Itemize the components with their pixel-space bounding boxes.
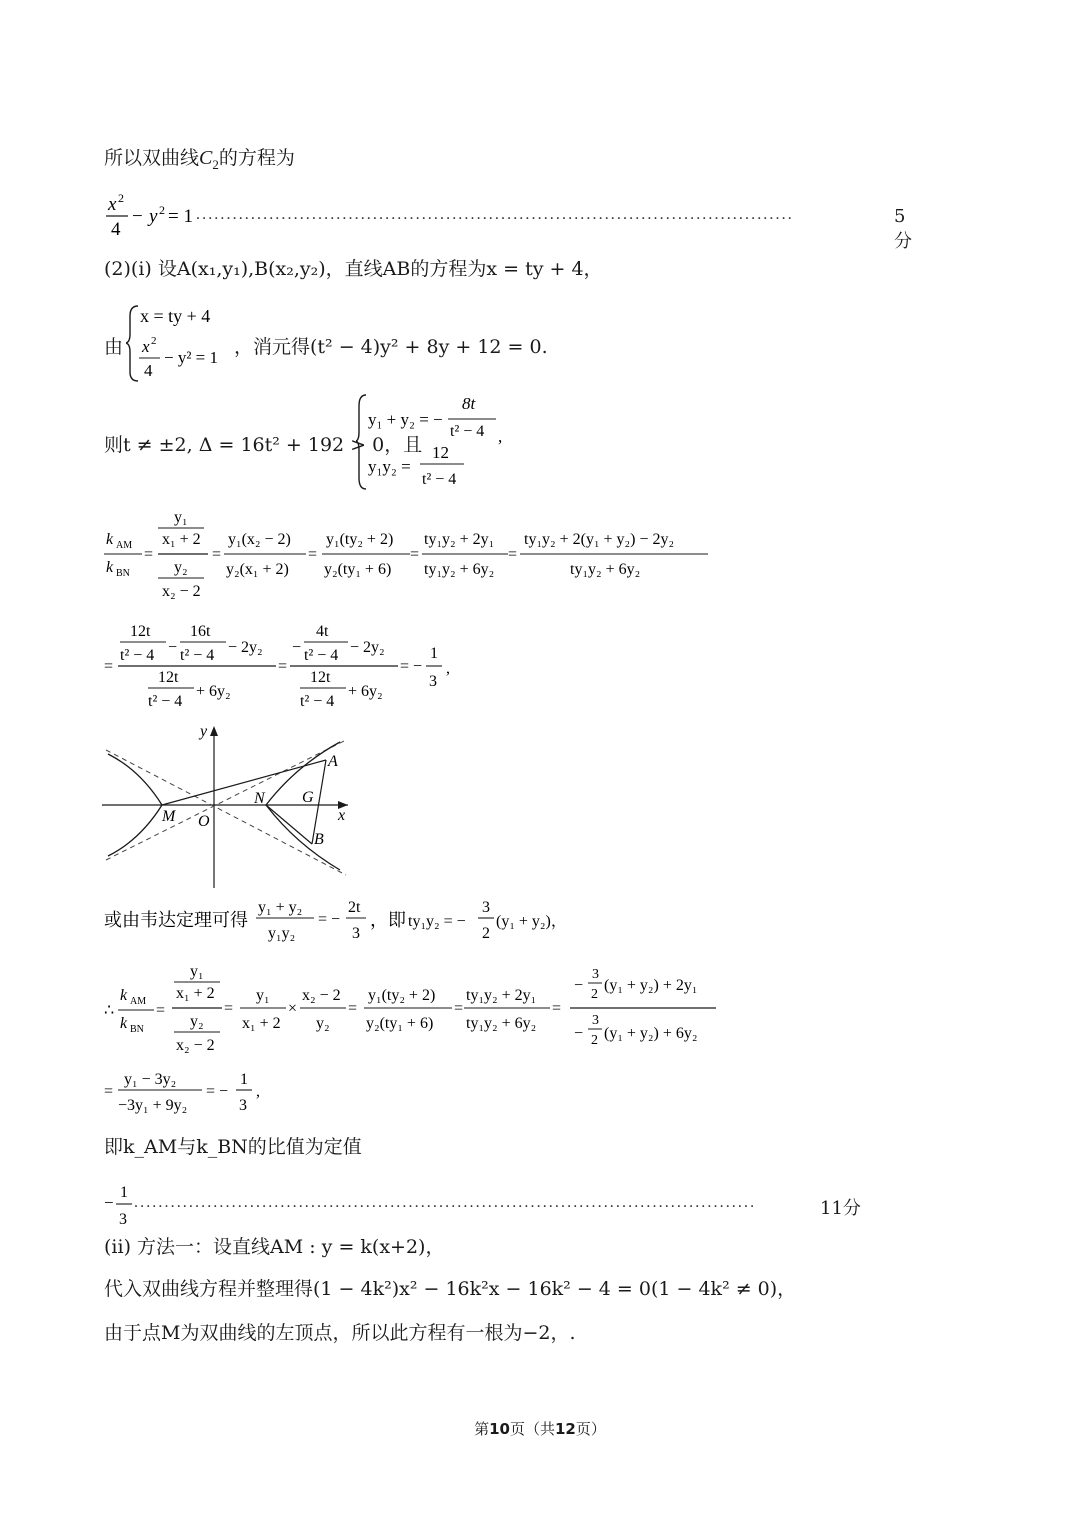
svg-text:(y₁ + y₂) + 6y₂: (y₁ + y₂) + 6y₂ (604, 1025, 698, 1042)
line-vieta-alt (104, 894, 584, 948)
page-total: 12 (555, 1420, 576, 1438)
svg-text:=: = (348, 1000, 358, 1017)
formula-x2-over-4 (104, 192, 204, 242)
svg-text:−: − (574, 1025, 584, 1042)
svg-text:k: k (120, 1015, 128, 1032)
svg-text:∴: ∴ (104, 1002, 115, 1019)
svg-text:3: 3 (352, 925, 360, 942)
svg-text:y₁(ty₂ + 2): y₁(ty₂ + 2) (326, 531, 394, 548)
svg-text:y₂: y₂ (190, 1013, 204, 1030)
line-slope-ratio-2 (104, 616, 524, 716)
vieta-system (356, 392, 516, 492)
svg-text:= 1: = 1 (168, 206, 193, 227)
svg-text:,: , (256, 1083, 260, 1100)
svg-text:2: 2 (591, 1033, 598, 1048)
svg-text:y₁ + y₂ = −: y₁ + y₂ = − (368, 410, 443, 429)
svg-text:+ 6y₂: + 6y₂ (348, 683, 383, 700)
svg-text:=: = (454, 1000, 464, 1017)
svg-text:4: 4 (144, 361, 153, 380)
svg-text:=: = (278, 658, 288, 675)
line-root: 由于点M为双曲线的左顶点，所以此方程有一根为−2，. (104, 1322, 576, 1344)
svg-text:12t: 12t (310, 669, 331, 686)
svg-text:=: = (224, 1000, 234, 1017)
hyperbola-figure (100, 720, 360, 890)
svg-text:2: 2 (159, 203, 165, 217)
score-11: 11分 (820, 1198, 861, 1219)
svg-text:2t: 2t (348, 899, 361, 916)
svg-text:=: = (156, 1002, 166, 1019)
svg-text:= −: = − (318, 911, 341, 928)
svg-text:3: 3 (482, 899, 490, 916)
svg-text:x₁ + 2: x₁ + 2 (176, 985, 215, 1002)
svg-text:y₂(ty₁ + 6): y₂(ty₁ + 6) (324, 561, 392, 578)
svg-text:ty₁y₂ + 2(y₁ + y₂) − 2y₂: ty₁y₂ + 2(y₁ + y₂) − 2y₂ (524, 531, 675, 548)
svg-text:x: x (108, 194, 117, 215)
label-y: y (200, 723, 208, 740)
svg-text:2: 2 (591, 987, 598, 1002)
svg-text:AM: AM (116, 540, 133, 551)
asymptote-1 (106, 750, 346, 875)
svg-text:k: k (106, 559, 114, 576)
line-ratio-result (104, 1064, 304, 1120)
svg-text:y₁: y₁ (256, 987, 270, 1004)
svg-text:3: 3 (592, 967, 599, 982)
svg-text:ty₁y₂ + 6y₂: ty₁y₂ + 6y₂ (466, 1015, 537, 1032)
svg-text:y₁: y₁ (190, 963, 204, 980)
svg-text:− y² = 1: − y² = 1 (164, 348, 219, 367)
svg-text:t² − 4: t² − 4 (300, 693, 335, 710)
svg-text:−: − (132, 206, 143, 227)
page-footer: 第10页（共12页） (474, 1420, 606, 1438)
svg-text:y₂(x₁ + 2): y₂(x₁ + 2) (226, 561, 289, 578)
svg-text:=: = (552, 1000, 562, 1017)
svg-text:t² − 4: t² − 4 (148, 693, 183, 710)
svg-text:t² − 4: t² − 4 (422, 471, 457, 488)
svg-text:16t: 16t (190, 623, 211, 640)
line-system-elimination: 由 x = ty + 4 x 2 4 − y² = 1 ，消元得(t² − 4)y² + 8y + 12 = 0. (104, 302, 664, 384)
svg-text:− 2y₂: − 2y₂ (228, 639, 263, 656)
line-slope-ratio-alt (104, 958, 724, 1058)
svg-text:y₁y₂: y₁y₂ (268, 925, 296, 942)
line-BN (266, 805, 312, 844)
svg-text:12t: 12t (130, 623, 151, 640)
score-5: 5分 (894, 206, 912, 252)
svg-text:BN: BN (130, 1024, 144, 1035)
svg-text:x₂ − 2: x₂ − 2 (302, 987, 341, 1004)
label-G: G (302, 789, 314, 806)
svg-text:=: = (508, 546, 518, 563)
svg-text:x₁ + 2: x₁ + 2 (242, 1015, 281, 1032)
svg-text:y₁ + y₂: y₁ + y₂ (258, 899, 303, 916)
svg-text:x₂ − 2: x₂ − 2 (162, 583, 201, 600)
svg-text:=: = (308, 546, 318, 563)
svg-text:,: , (446, 660, 450, 677)
leader-dots-2: ...................................................................................................... (134, 1194, 757, 1211)
svg-text:ty₁y₂ + 6y₂: ty₁y₂ + 6y₂ (570, 561, 641, 578)
svg-text:y₂: y₂ (174, 559, 188, 576)
svg-text:+ 6y₂: + 6y₂ (196, 683, 231, 700)
label-x: x (338, 807, 346, 824)
svg-text:12t: 12t (158, 669, 179, 686)
svg-text:=: = (410, 546, 420, 563)
svg-text:2: 2 (151, 335, 157, 347)
svg-text:ty₁y₂ + 2y₁: ty₁y₂ + 2y₁ (466, 987, 537, 1004)
text-intro: 所以双曲线 (104, 147, 200, 169)
svg-text:= −: = − (400, 658, 423, 675)
svg-text:y₁(ty₂ + 2): y₁(ty₂ + 2) (368, 987, 436, 1004)
svg-text:y₁(x₂ − 2): y₁(x₂ − 2) (228, 531, 291, 548)
svg-text:y₁ − 3y₂: y₁ − 3y₂ (124, 1071, 177, 1088)
label-O: O (198, 813, 210, 830)
svg-text:t² − 4: t² − 4 (180, 647, 215, 664)
svg-text:×: × (288, 1000, 298, 1017)
line-slope-ratio-1 (104, 502, 724, 602)
svg-text:x₁ + 2: x₁ + 2 (162, 531, 201, 548)
svg-text:=: = (212, 546, 222, 563)
svg-text:−: − (574, 977, 584, 994)
formula-slope-ratio-alt (104, 958, 724, 1058)
svg-text:1: 1 (240, 1071, 248, 1088)
svg-text:=: = (144, 546, 154, 563)
formula-vieta-alt (104, 894, 584, 948)
line-method-one: (ii) 方法一：设直线AM : y = k(x+2)， (104, 1236, 445, 1258)
svg-text:ty₁y₂ + 2y₁: ty₁y₂ + 2y₁ (424, 531, 495, 548)
svg-text:3: 3 (239, 1097, 247, 1114)
svg-text:12: 12 (432, 443, 449, 462)
svg-text:2: 2 (482, 925, 490, 942)
label-B: B (314, 831, 324, 848)
svg-text:x₂ − 2: x₂ − 2 (176, 1037, 215, 1054)
svg-text:2: 2 (118, 192, 124, 205)
svg-text:4t: 4t (316, 623, 329, 640)
label-N: N (254, 790, 265, 807)
svg-text:k: k (106, 531, 114, 548)
svg-text:BN: BN (116, 568, 130, 579)
svg-text:(y₁ + y₂)，: (y₁ + y₂)， (496, 913, 567, 930)
svg-text:或由韦达定理可得: 或由韦达定理可得 (104, 910, 248, 930)
svg-text:y₂: y₂ (316, 1015, 330, 1032)
svg-text:y₂(ty₁ + 6): y₂(ty₁ + 6) (366, 1015, 434, 1032)
svg-text:8t: 8t (462, 394, 476, 413)
svg-text:=: = (104, 658, 114, 675)
formula-ratio-result (104, 1064, 304, 1120)
svg-text:ty₁y₂ = −: ty₁y₂ = − (408, 913, 466, 930)
svg-text:−: − (104, 1193, 114, 1212)
svg-text:t² − 4: t² − 4 (450, 423, 485, 440)
formula-slope-ratio-2 (104, 616, 524, 716)
line-constant-ratio: 即k_AM与k_BN的比值为定值 (104, 1136, 362, 1158)
svg-text:y₁: y₁ (174, 509, 188, 526)
svg-text:AM: AM (130, 996, 147, 1007)
svg-text:k: k (120, 987, 128, 1004)
svg-text:−3y₁ + 9y₂: −3y₁ + 9y₂ (118, 1097, 188, 1114)
line-substitute: 代入双曲线方程并整理得(1 − 4k²)x² − 16k²x − 16k² − 4 = 0(1 − 4k² ≠ 0)， (104, 1278, 797, 1300)
svg-text:x: x (142, 337, 150, 356)
label-M: M (162, 808, 176, 825)
label-A: A (328, 753, 338, 770)
svg-text:y: y (149, 206, 158, 227)
svg-text:,: , (498, 427, 503, 446)
svg-text:3: 3 (429, 673, 437, 690)
page-number: 10 (489, 1420, 510, 1438)
svg-text:t² − 4: t² − 4 (120, 647, 155, 664)
svg-text:3: 3 (592, 1013, 599, 1028)
line-discriminant-vieta: 则t ≠ ±2, Δ = 16t² + 192 > 0，且 y₁ + y₂ = − 8t t² − 4 y₁y₂ = 12 t² − 4 , (104, 392, 664, 492)
line-hyperbola-equation-intro: 所以双曲线$C_2$的方程为 (104, 147, 295, 172)
svg-text:1: 1 (430, 645, 438, 662)
svg-text:ty₁y₂ + 6y₂: ty₁y₂ + 6y₂ (424, 561, 495, 578)
svg-text:−: − (168, 639, 178, 656)
svg-text:=: = (104, 1083, 114, 1100)
formula-slope-ratio-1 (104, 502, 724, 602)
line-hyperbola-equation (104, 192, 912, 252)
svg-text:4: 4 (111, 219, 121, 240)
svg-text:1: 1 (120, 1184, 128, 1201)
svg-text:− 2y₂: − 2y₂ (350, 639, 385, 656)
svg-text:，即: ，即 (370, 910, 406, 930)
line-part2-setup: (2)(i) 设A(x₁,y₁),B(x₂,y₂)，直线AB的方程为x = ty + 4， (104, 258, 603, 280)
leader-dots: .................................................................................................. (196, 206, 794, 223)
svg-text:y₁y₂ =: y₁y₂ = (368, 457, 411, 476)
svg-text:t² − 4: t² − 4 (304, 647, 339, 664)
line-ratio-value (104, 1180, 864, 1232)
svg-text:−: − (292, 639, 302, 656)
svg-text:3: 3 (119, 1211, 127, 1228)
svg-text:(y₁ + y₂) + 2y₁: (y₁ + y₂) + 2y₁ (604, 977, 698, 994)
svg-text:x = ty + 4: x = ty + 4 (140, 306, 211, 326)
svg-text:= −: = − (206, 1083, 229, 1100)
